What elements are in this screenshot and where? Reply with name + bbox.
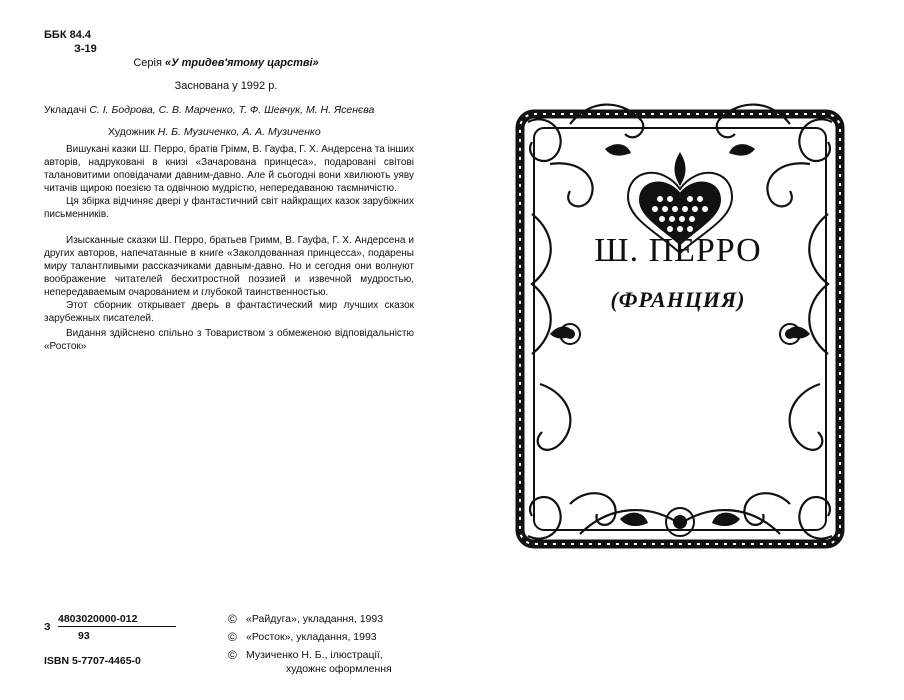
artists-names: Н. Б. Музиченко, А. А. Музиченко <box>157 126 321 138</box>
copyright-text: «Райдуга», укладання, 1993 <box>246 613 384 625</box>
annotation-ukrainian <box>44 143 414 221</box>
series-prefix: Серія <box>133 57 162 69</box>
bbk-code: ББК 84.4 <box>44 29 91 41</box>
bbk-subcode: З-19 <box>74 43 97 55</box>
book-country: (ФРАНЦИЯ) <box>610 287 746 312</box>
isbn-numerator: 4803020000-012 <box>58 612 176 627</box>
artists-line <box>108 126 428 138</box>
copyright-row <box>228 648 438 676</box>
series-name: «У тридев'ятому царстві» <box>164 57 319 69</box>
copyright-text-multiline <box>246 648 438 676</box>
copyright-icon: © <box>228 648 237 662</box>
founded-line: Заснована у 1992 р. <box>174 80 278 92</box>
compilers-line <box>44 104 424 116</box>
series-line <box>0 57 452 69</box>
bbk-block <box>44 28 97 56</box>
publisher-note <box>44 327 414 353</box>
isbn-denominator: 93 <box>78 630 90 642</box>
compilers-names: С. І. Бодрова, С. В. Марченко, Т. Ф. Шевчук, М. Н. Ясенєва <box>89 104 375 116</box>
isbn-number: ISBN 5-7707-4465-0 <box>44 655 141 667</box>
annotation-ru-paragraph-2: Этот сборник открывает дверь в фантастический мир лучших сказок зарубежных писателей. <box>44 300 414 324</box>
copyright-text: Музиченко Н. Б., ілюстрації, <box>246 649 383 661</box>
isbn-fraction <box>44 612 184 643</box>
isbn-block <box>44 612 184 667</box>
copyright-icon: © <box>228 630 237 644</box>
annotation-ua-paragraph-1: Вишукані казки Ш. Перро, братів Грімм, В. Гауфа, Г. Х. Андерсена та інших авторів, надруковані в книзі «Зачарована принцеса», подаровані світові талановитими оповідачами давним-давно. Але й сьогодні вони хвилюють уяву читачів щирою поезією та одвічною мудрістю, непередаваною таємничістю. <box>44 144 414 194</box>
annotation-russian <box>44 234 414 325</box>
annotation-ru-paragraph-1: Изысканные сказки Ш. Перро, братьев Гримм, В. Гауфа, Г. Х. Андерсена и других авторов, напечатанные в книге «Заколдованная принцесса», подарены миру талантливыми рассказчиками давным-давно. Но и сегодня они волнуют воображение читателей бесхитростной поэзией и извечной мудростью, непередаваемым очарованием и глубокой таинственностью. <box>44 235 414 298</box>
annotation-ua-paragraph-2: Ця збірка відчиняє двері у фантастичний світ найкращих казок зарубіжних письменників. <box>44 196 414 220</box>
copyright-text: художнє оформлення <box>286 663 392 675</box>
book-author: Ш. ПЕРРО <box>594 232 762 269</box>
isbn-lead: З <box>44 621 51 633</box>
copyright-icon: © <box>228 612 237 626</box>
copyright-row <box>228 612 438 626</box>
copyright-text: «Росток», укладання, 1993 <box>246 631 377 643</box>
right-page <box>452 0 904 700</box>
compilers-label: Укладачі <box>44 104 87 116</box>
ornamental-frame-icon <box>510 94 850 564</box>
publisher-note-text: Видання здійснено спільно з Товариством з обмеженою відповідальністю «Росток» <box>44 328 414 352</box>
copyright-block <box>228 612 438 680</box>
artists-label: Художник <box>108 126 155 138</box>
copyright-row <box>228 630 438 644</box>
